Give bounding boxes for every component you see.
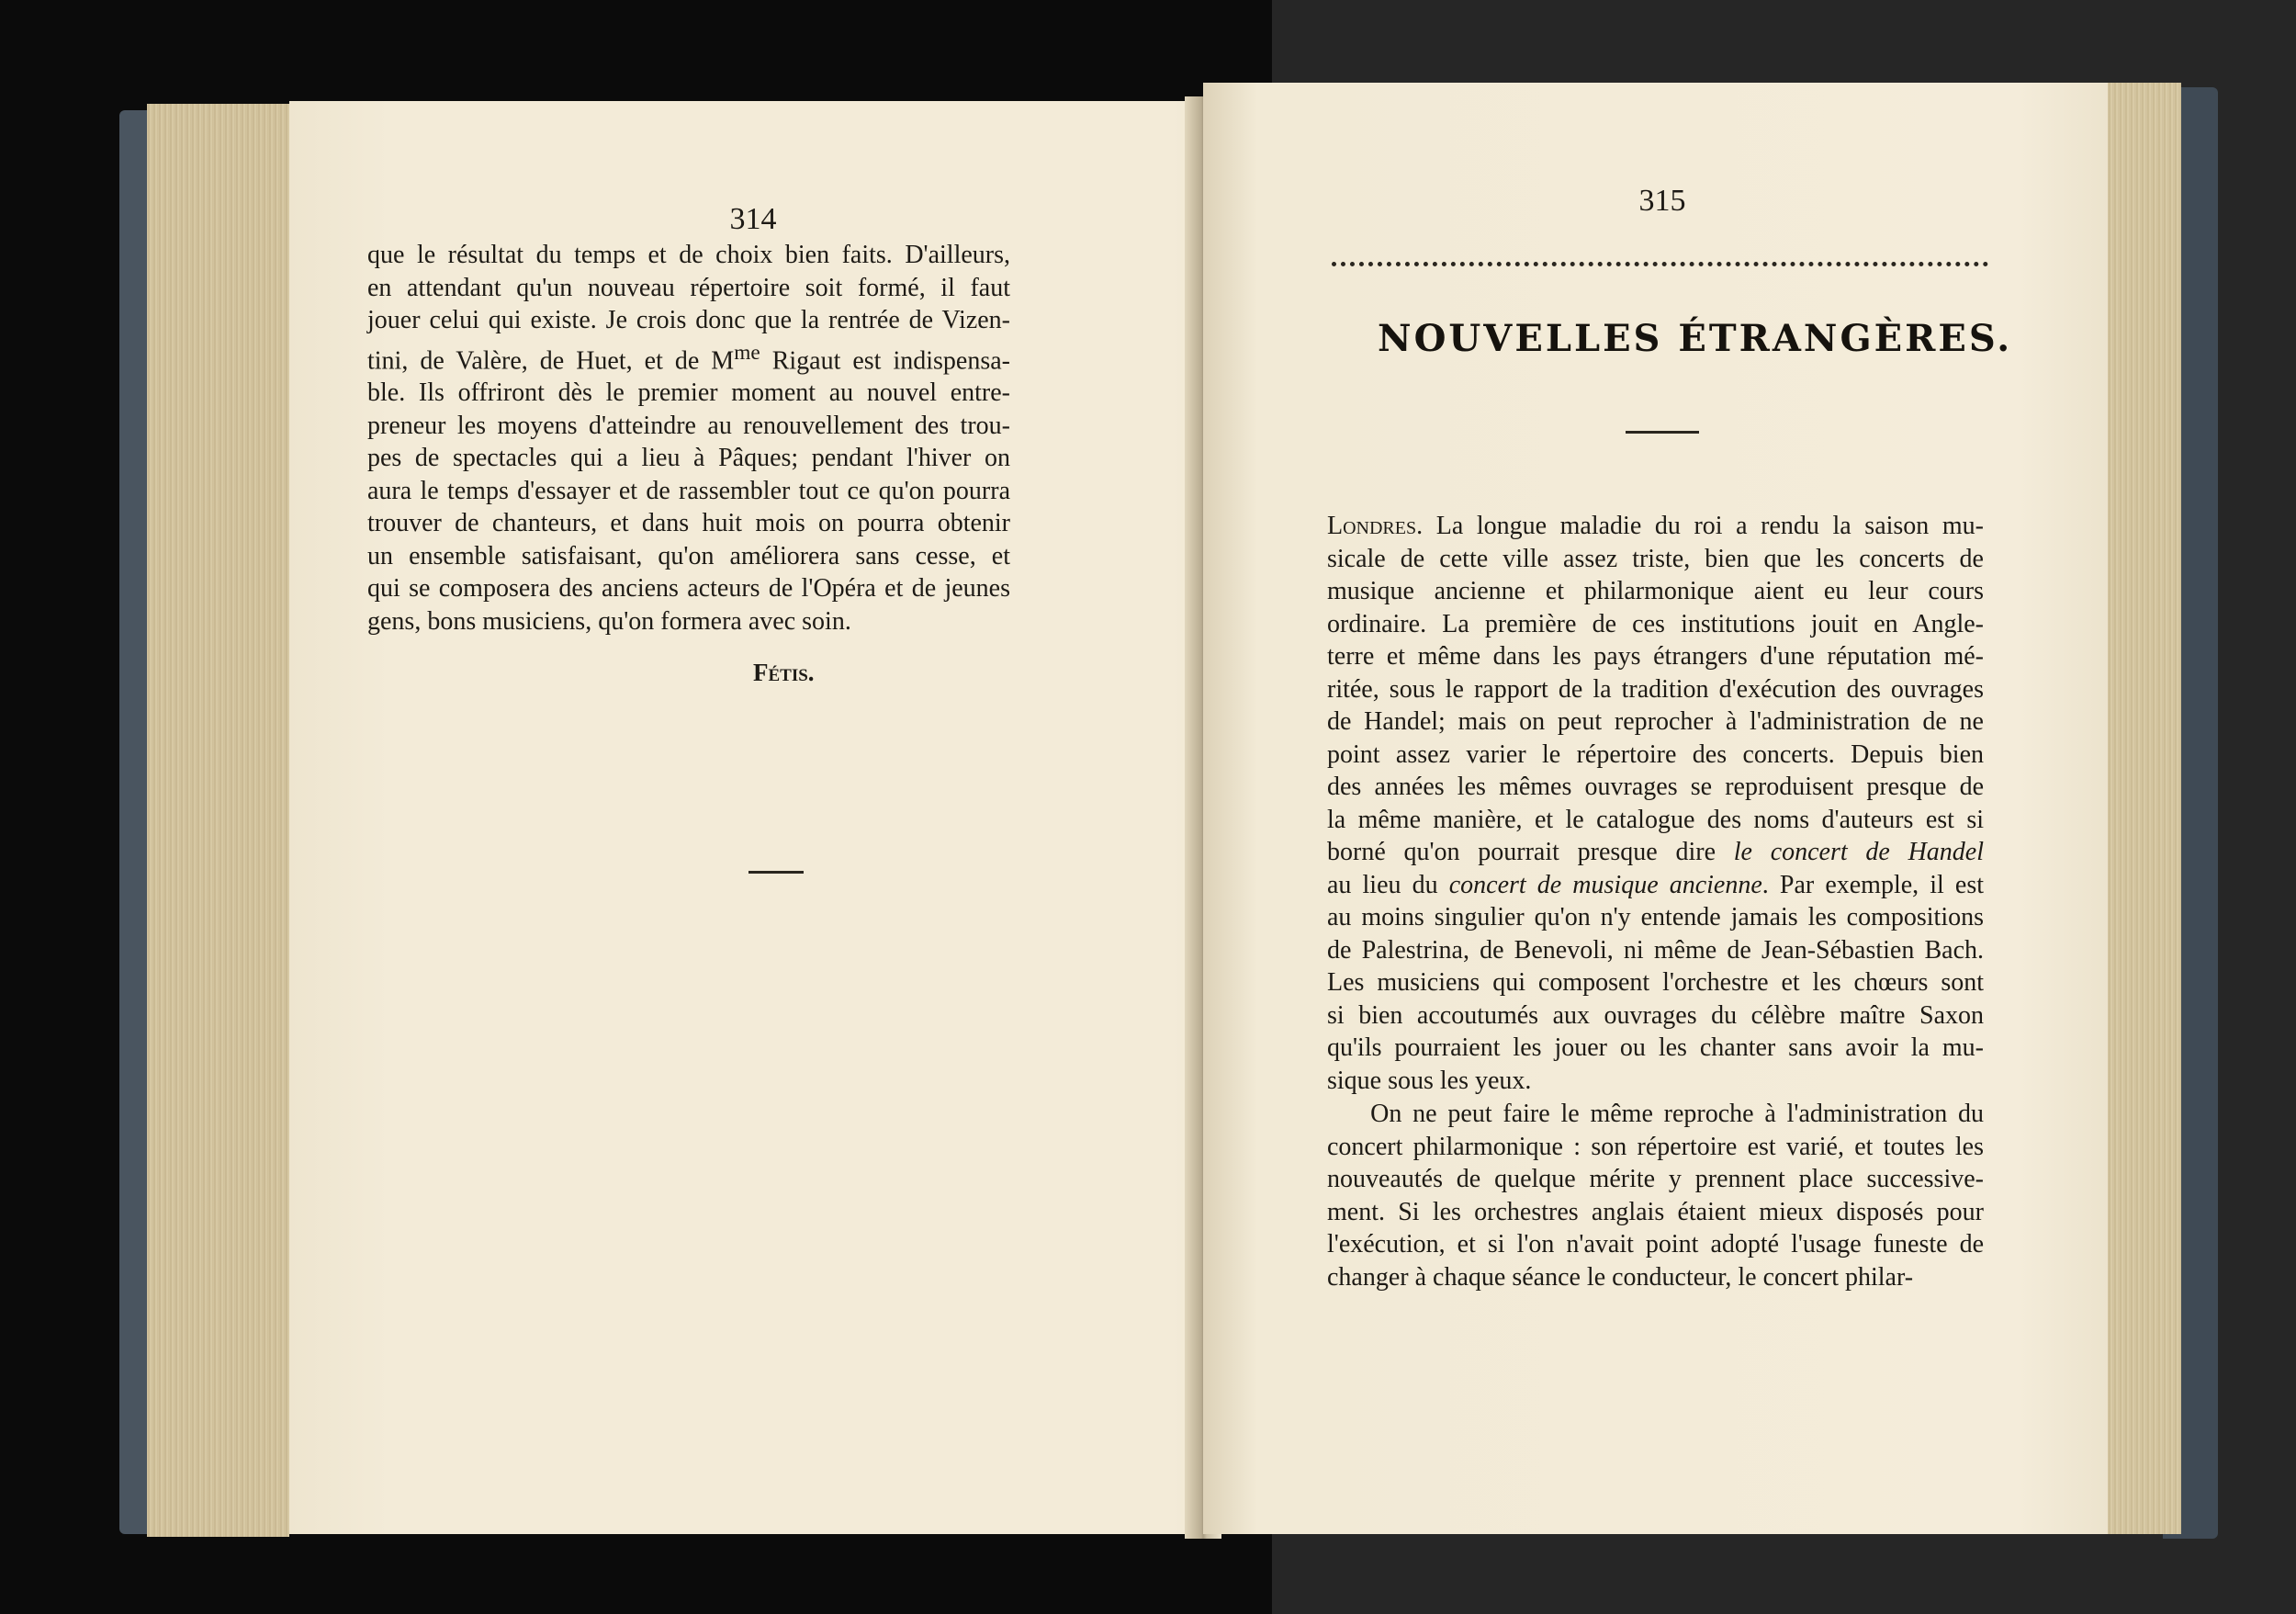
text-line: point assez varier le répertoire des concerts. Depuis bien (1327, 739, 1984, 769)
text-line: changer à chaque séance le conducteur, le concert philar- (1327, 1262, 1914, 1292)
text-line: de Palestrina, de Benevoli, ni même de Jean-Sébastien Bach. (1327, 935, 1984, 965)
text-line: l'exécution, et si l'on n'avait point adopté l'usage funeste de (1327, 1230, 1984, 1258)
left-page (289, 101, 1295, 1534)
text-line: en attendant qu'un nouveau répertoire soit formé, il faut (367, 273, 1010, 302)
text-line: que le résultat du temps et de choix bien faits. D'ailleurs, (367, 241, 1010, 269)
text-line: concert philarmonique : son répertoire est varié, et toutes les (1327, 1132, 1984, 1161)
right-page (1203, 83, 2108, 1534)
text-line: terre et même dans les pays étrangers d'une réputation mé- (1327, 642, 1984, 671)
text-line: jouer celui qui existe. Je crois donc que la rentrée de Vizen- (367, 306, 1010, 334)
text-line: Londres. La longue maladie du roi a rendu la saison mu- (1327, 512, 1984, 540)
section-rule-left (748, 871, 804, 874)
text-line: musique ancienne et philarmonique aient eu leur cours (1327, 577, 1984, 605)
text-line: un ensemble satisfaisant, qu'on améliorera sans cesse, et (367, 541, 1010, 570)
text-line: qui se composera des anciens acteurs de l'Opéra et de jeunes (367, 574, 1010, 604)
text-line: tini, de Valère, de Huet, et de $M^{me}$ Rigaut est indispensa- (367, 340, 1010, 375)
text-line: de Handel; mais on peut reprocher à l'administration de ne (1327, 707, 1984, 736)
text-line: des années les mêmes ouvrages se reproduisent presque de (1327, 773, 1984, 801)
text-line: ment. Si les orchestres anglais étaient mieux disposés pour (1327, 1197, 1984, 1226)
text-line: qu'ils pourraient les jouer ou les chanter sans avoir la mu- (1327, 1033, 1984, 1062)
paragraph-philarmonique (1327, 1098, 1984, 1293)
text-line: On ne peut faire le même reproche à l'administration du (1327, 1100, 1984, 1128)
text-line: nouveautés de quelque mérite y prennent place successive- (1327, 1165, 1984, 1193)
page-edges-left (147, 104, 289, 1537)
text-line: trouver de chanteurs, et dans huit mois on pourra obtenir (367, 509, 1010, 538)
signature: Fétis. (753, 659, 815, 686)
text-line: si bien accoutumés aux ouvrages du célèbre maître Saxon (1327, 1000, 1984, 1030)
text-line: Les musiciens qui composent l'orchestre et les chœurs sont (1327, 968, 1984, 997)
text-line: la même manière, et le catalogue des noms d'auteurs est si (1327, 805, 1984, 834)
page-number-right: 315 (1638, 184, 1686, 218)
left-page-text (367, 239, 1010, 638)
dotted-rule (1332, 262, 1988, 266)
section-heading: NOUVELLES ÉTRANGÈRES. (1378, 317, 2013, 360)
paragraph-londres (1327, 510, 1984, 1097)
text-line: ordinaire. La première de ces institutions jouit en Angle- (1327, 609, 1984, 638)
text-line: sique sous les yeux. (1327, 1066, 1532, 1095)
text-line: borné qu'on pourrait presque dire le concert de Handel (1327, 838, 1984, 866)
ornament-rule (1626, 431, 1699, 434)
text-line: preneur les moyens d'atteindre au renouvellement des trou- (367, 411, 1010, 440)
text-line: gens, bons musiciens, qu'on formera avec soin. (367, 606, 851, 636)
text-line: ritée, sous le rapport de la tradition d'exécution des ouvrages (1327, 674, 1984, 704)
page-number-left: 314 (729, 202, 777, 236)
text-line: pes de spectacles qui a lieu à Pâques; pendant l'hiver on (367, 444, 1010, 473)
text-line: au moins singulier qu'on n'y entende jamais les compositions (1327, 903, 1984, 931)
open-book (106, 78, 2218, 1566)
text-line: sicale de cette ville assez triste, bien que les concerts de (1327, 544, 1984, 573)
text-line: ble. Ils offriront dès le premier moment au nouvel entre- (367, 378, 1010, 408)
text-line: au lieu du concert de musique ancienne. Par exemple, il est (1327, 870, 1985, 899)
page-edges-right (2108, 83, 2181, 1534)
text-line: aura le temps d'essayer et de rassembler tout ce qu'on pourra (367, 476, 1010, 505)
